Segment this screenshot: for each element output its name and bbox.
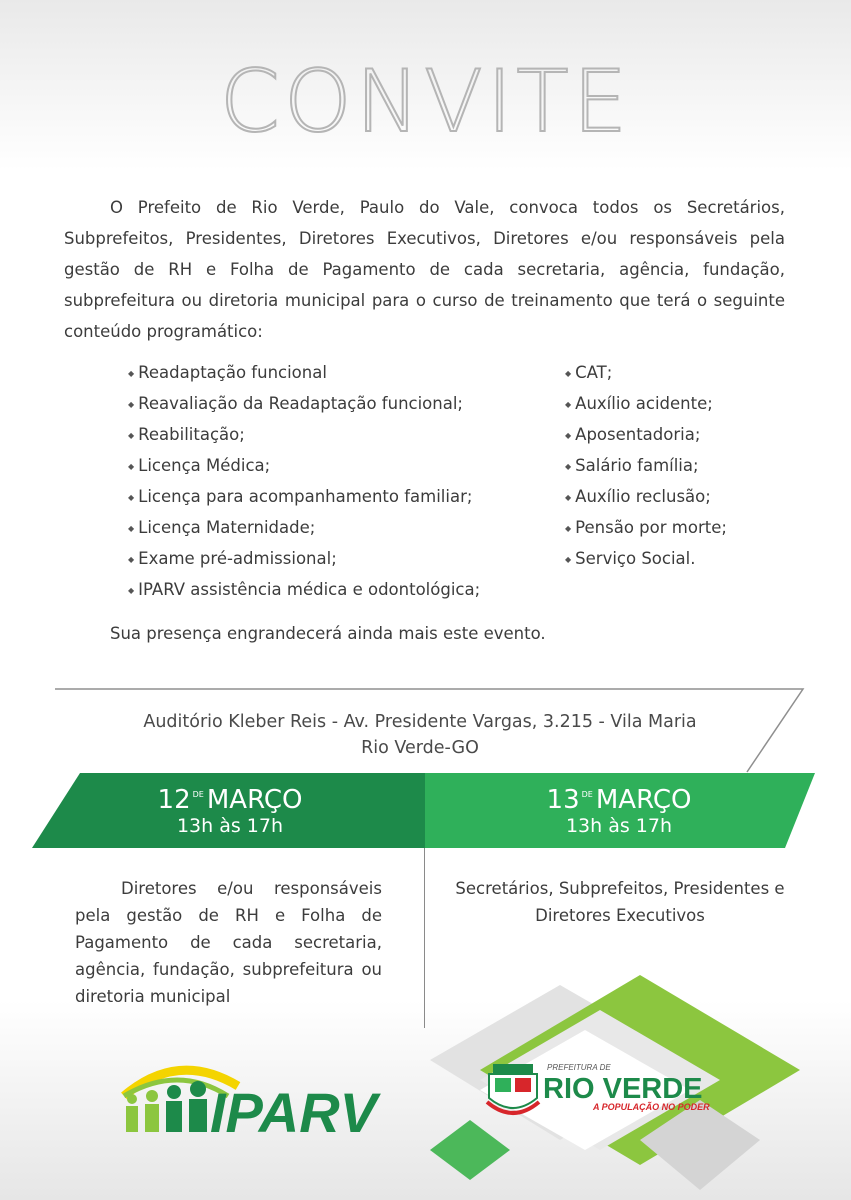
list-item: ◆ Exame pré-admissional;	[128, 546, 480, 577]
page-title: CONVITE	[219, 52, 632, 152]
intro-paragraph: O Prefeito de Rio Verde, Paulo do Vale, convoca todos os Secretários, Subprefeitos, Presidentes, Diretores Executivos, Diretores e/ou responsáveis pela gestão de RH e Folha de Pagamento de cada secretaria, agência, fundação, subprefeitura ou diretoria municipal para o curso de treinamento que terá o seguinte conteúdo programático:	[64, 198, 785, 341]
audience-text-2: Secretários, Subprefeitos, Presidentes e Diretores Executivos	[455, 879, 785, 925]
iparv-logo-text: IPARV	[210, 1081, 377, 1144]
iparv-logo	[118, 1056, 378, 1144]
list-item: ◆ Aposentadoria;	[565, 422, 727, 453]
list-item: ◆ Licença para acompanhamento familiar;	[128, 484, 480, 515]
rio-verde-slogan: A POPULAÇÃO NO PODER	[593, 1102, 710, 1112]
rio-verde-logo	[485, 1058, 710, 1128]
rio-verde-top: PREFEITURA DE	[547, 1063, 611, 1072]
rio-verde-name: RIO VERDE	[543, 1073, 703, 1105]
list-item: ◆ Salário família;	[565, 453, 727, 484]
list-item: ◆ Pensão por morte;	[565, 515, 727, 546]
audience-text-1: Diretores e/ou responsáveis pela gestão de RH e Folha de Pagamento de cada secretaria, agência, fundação, subprefeitura ou diretoria municipal	[75, 879, 382, 1006]
closing-text: Sua presença engrandecerá ainda mais este evento.	[110, 624, 546, 643]
list-item: ◆ Licença Médica;	[128, 453, 480, 484]
venue-line-1: Auditório Kleber Reis - Av. Presidente Vargas, 3.215 - Vila Maria	[143, 712, 697, 732]
list-item: ◆ CAT;	[565, 360, 727, 391]
date-time-2: 13h às 17h	[565, 815, 673, 837]
list-item: ◆ Readaptação funcional	[128, 360, 480, 391]
crest-icon	[487, 1064, 539, 1113]
list-item: ◆ Reabilitação;	[128, 422, 480, 453]
list-item: ◆ Reavaliação da Readaptação funcional;	[128, 391, 480, 422]
list-item: ◆ Serviço Social.	[565, 546, 727, 577]
list-item: ◆ Auxílio reclusão;	[565, 484, 727, 515]
date-day-1: 12 $^{DE}$ MARÇO	[157, 785, 303, 815]
date-day-2: 13 $^{DE}$ MARÇO	[546, 785, 692, 815]
list-item: ◆ Licença Maternidade;	[128, 515, 480, 546]
list-item: ◆ Auxílio acidente;	[565, 391, 727, 422]
list-item: ◆ IPARV assistência médica e odontológica;	[128, 577, 480, 608]
venue-line-2: Rio Verde-GO	[361, 738, 479, 758]
date-time-1: 13h às 17h	[176, 815, 284, 837]
